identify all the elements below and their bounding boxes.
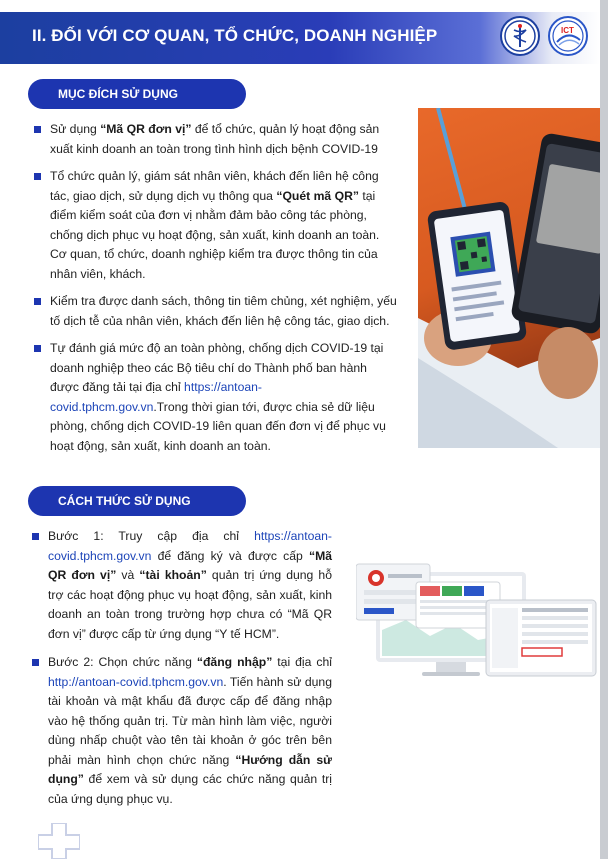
medical-cross-icon — [38, 823, 80, 859]
admin-portal-devices-image — [356, 560, 600, 686]
list-item: Sử dụng “Mã QR đơn vị” để tổ chức, quản lý hoạt động sản xuất kinh doanh an toàn trong tình hình dịch bệnh COVID-19 — [34, 120, 398, 159]
list-item: Tổ chức quản lý, giám sát nhân viên, khách đến liên hệ công tác, giao dịch, sử dụng dịch vụ thông qua “Quét mã QR” tại điểm kiểm soát của đơn vị nhằm đảm bảo công tác phòng, chống dịch phục vụ hoạt động, sản xuất, kinh doanh an toàn. Cơ quan, tổ chức, doanh nghiệp kiểm tra được thông tin của nhân viên, khách. — [34, 167, 398, 284]
section-usage-heading: CÁCH THỨC SỬ DỤNG — [28, 486, 246, 516]
ministry-of-health-logo — [500, 16, 540, 56]
ict-label: ICT — [561, 26, 574, 35]
header-banner — [0, 12, 600, 64]
devices-illustration — [356, 560, 600, 686]
section-purpose-heading: MỤC ĐÍCH SỬ DỤNG — [28, 79, 246, 109]
list-item: Kiểm tra được danh sách, thông tin tiêm chủng, xét nghiệm, yếu tố dịch tễ của nhân viên, khách đến liên hệ công tác, giao dịch. — [34, 292, 398, 331]
page-title: II. ĐỐI VỚI CƠ QUAN, TỔ CHỨC, DOANH NGHIỆP — [32, 26, 438, 45]
ict-logo — [548, 16, 588, 56]
list-item: Bước 1: Truy cập địa chỉ https://antoan-covid.tphcm.gov.vn để đăng ký và được cấp “Mã QR đơn vị” và “tài khoản” quản trị ứng dụng hỗ trợ các hoạt động phục vụ hoạt động, sản xuất, kinh doanh an toàn trong trường hợp chưa có “Mã QR đơn vị” được cấp từ ứng dụng “Y tế HCM”. — [32, 527, 332, 644]
antoan-covid-link[interactable]: https://antoan-covid.tphcm.gov.vn — [50, 380, 262, 414]
purpose-bullet-list — [34, 120, 398, 464]
list-item: Tự đánh giá mức độ an toàn phòng, chống dịch COVID-19 tại doanh nghiệp theo các Bộ tiêu chí do Thành phố ban hành được đăng tải tại địa chỉ https://antoan-covid.tphcm.gov.vn.Trong thời gian tới, được chia sẻ dữ liệu phòng, chống dịch COVID-19 liên quan đến đơn vị để phục vụ hoạt động, sản xuất, kinh doanh an toàn. — [34, 339, 398, 456]
page-edge — [600, 0, 608, 859]
phone-scanning-illustration — [418, 108, 600, 448]
caduceus-icon — [502, 18, 538, 54]
ict-mark-icon — [550, 18, 586, 54]
register-link[interactable]: https://antoan-covid.tphcm.gov.vn — [48, 529, 332, 563]
list-item: Bước 2: Chọn chức năng “đăng nhập” tại địa chỉ http://antoan-covid.tphcm.gov.vn. Tiến hành sử dụng tài khoản và mật khẩu đã được cấp để đăng nhập vào hệ thống quản trị. Từ màn hình làm việc, người dùng nhấp chuột vào tên tài khoản ở góc trên bên phải màn hình chọn chức năng “Hướng dẫn sử dụng” để xem và sử dụng các chức năng quản trị của ứng dụng phục vụ. — [32, 653, 332, 809]
usage-steps-list — [32, 527, 332, 818]
qr-scan-photo — [418, 108, 600, 448]
login-link[interactable]: http://antoan-covid.tphcm.gov.vn — [48, 674, 224, 689]
